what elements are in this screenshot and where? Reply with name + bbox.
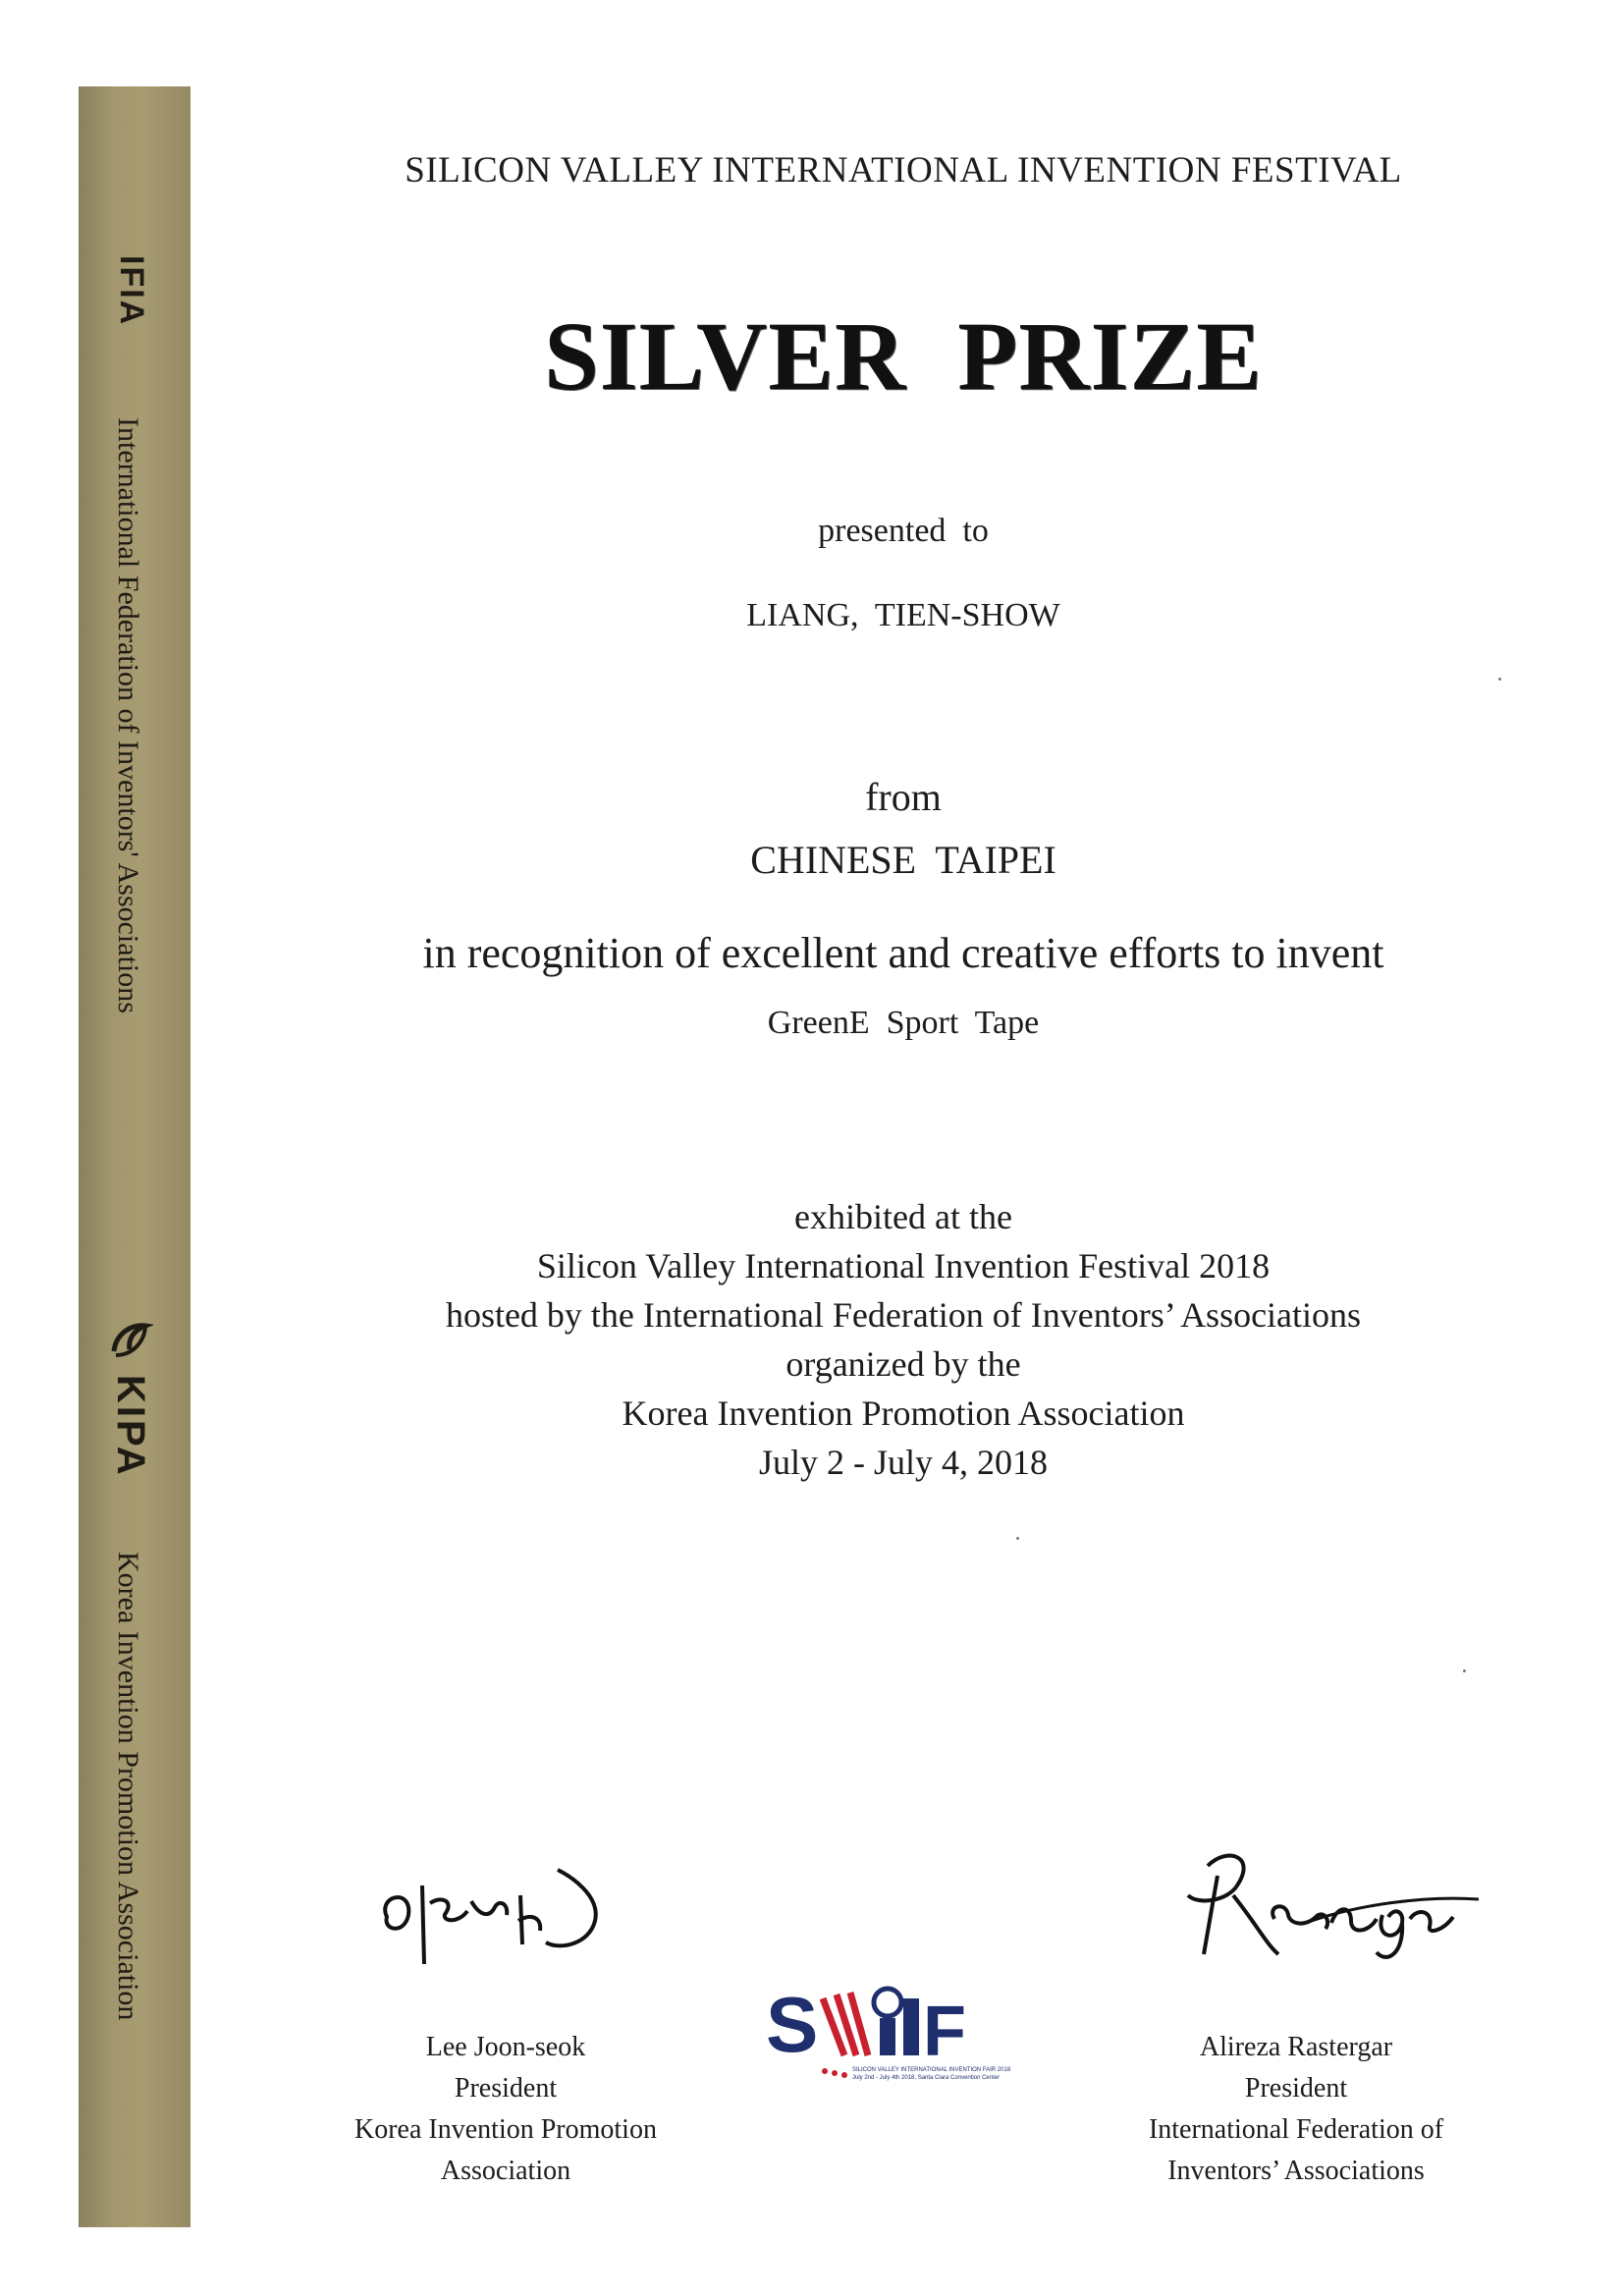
- invention-name: GreenE Sport Tape: [767, 1005, 1040, 1041]
- sviif-caption: [852, 2066, 1049, 2082]
- exhibition-info: [295, 1192, 1512, 1487]
- kipa-name: Korea Invention Promotion Association: [112, 1552, 144, 2021]
- prize-title: SILVER PRIZE: [544, 301, 1263, 410]
- recognition-text: in recognition of excellent and creative efforts to invent: [422, 929, 1384, 977]
- exhibition-line: Silicon Valley International Invention Festival 2018: [536, 1246, 1271, 1285]
- kipa-swirl-icon: [106, 1316, 153, 1363]
- left-signatory-name: Lee Joon-seok: [425, 2032, 586, 2062]
- kipa-logo: KIPA: [109, 1375, 152, 1478]
- scan-speck: [1498, 678, 1501, 681]
- left-signature: [373, 1856, 628, 1979]
- country: CHINESE TAIPEI: [750, 838, 1056, 882]
- exhibition-line: July 2 - July 4, 2018: [758, 1443, 1048, 1482]
- sviif-caption-line: SILICON VALLEY INTERNATIONAL INVENTION FAIR 2018: [852, 2067, 1011, 2073]
- recipient-name: LIANG, TIEN-SHOW: [746, 597, 1060, 633]
- exhibition-line: hosted by the International Federation of Inventors’ Associations: [445, 1295, 1362, 1335]
- exhibition-line: organized by the: [785, 1344, 1021, 1384]
- left-signatory-org: Korea Invention Promotion: [354, 2114, 657, 2145]
- svg-text:F: F: [923, 1993, 966, 2071]
- right-signatory: [1110, 2027, 1483, 2192]
- left-signatory-title: President: [454, 2073, 558, 2104]
- exhibition-line: Korea Invention Promotion Association: [622, 1394, 1185, 1433]
- left-signatory: [324, 2027, 687, 2192]
- ifia-name: International Federation of Inventors' Associations: [112, 417, 144, 1013]
- sviif-caption-line: July 2nd - July 4th 2018, Santa Clara Convention Center: [852, 2075, 1001, 2081]
- right-signatory-title: President: [1244, 2073, 1348, 2104]
- scan-speck: [1016, 1537, 1019, 1540]
- svg-text:S: S: [766, 1981, 819, 2068]
- festival-title: SILICON VALLEY INTERNATIONAL INVENTION FESTIVAL: [405, 150, 1402, 191]
- right-signature: [1159, 1836, 1483, 1979]
- right-signatory-org: International Federation of: [1148, 2114, 1444, 2145]
- left-signatory-org: Association: [440, 2156, 571, 2186]
- presented-to-label: presented to: [818, 513, 989, 549]
- from-label: from: [865, 775, 942, 819]
- scan-speck: [1463, 1669, 1466, 1672]
- exhibition-line: exhibited at the: [794, 1197, 1012, 1236]
- right-signatory-org: Inventors’ Associations: [1167, 2156, 1425, 2186]
- ifia-logo: IFIA: [113, 255, 150, 327]
- right-signatory-name: Alireza Rastergar: [1199, 2032, 1393, 2062]
